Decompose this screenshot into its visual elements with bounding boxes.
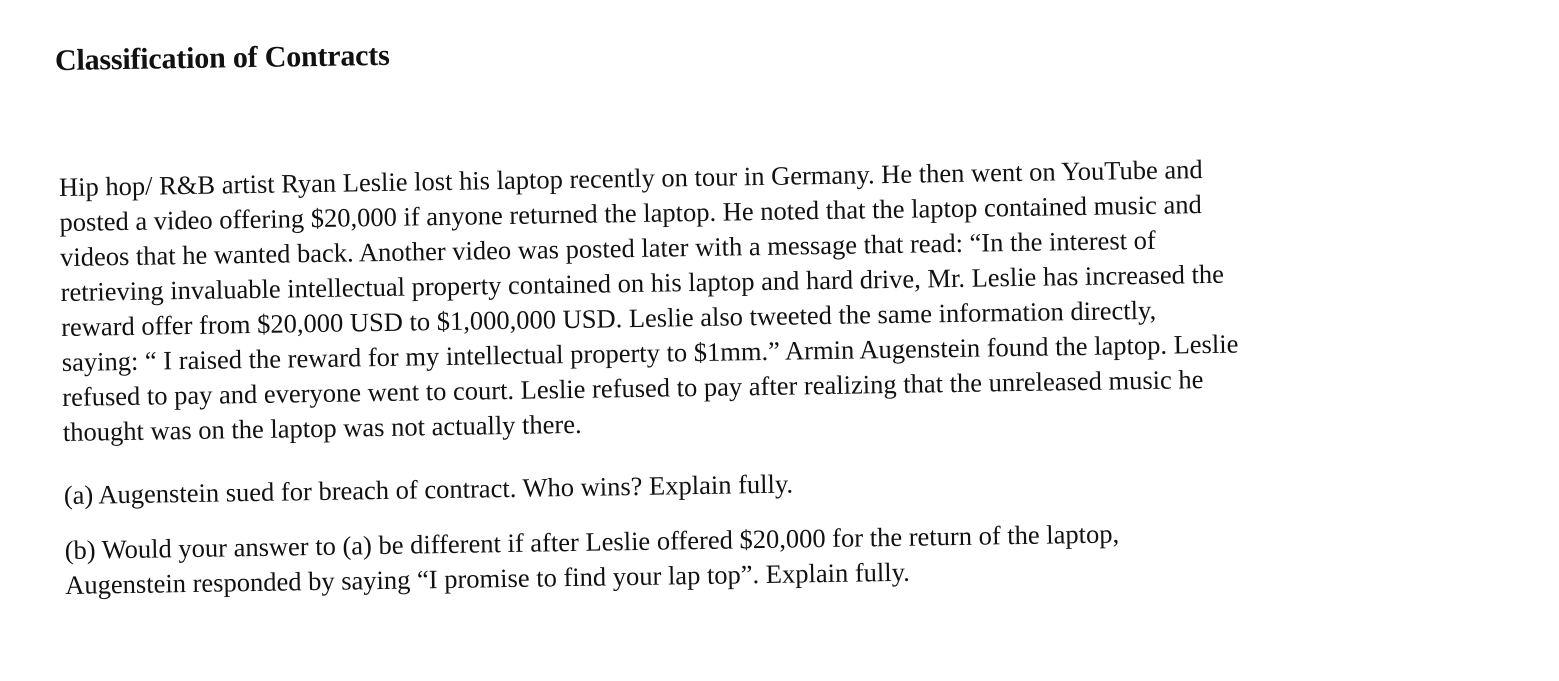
paragraph-line: reward offer from $20,000 USD to $1,000,000 USD. Leslie also tweeted the same information directly, — [60, 294, 1157, 343]
document-heading: Classification of Contracts — [54, 38, 390, 78]
paragraph-line: posted a video offering $20,000 if anyone returned the laptop. He noted that the laptop contained music and — [59, 189, 1203, 238]
paragraph-line: Hip hop/ R&B artist Ryan Leslie lost his laptop recently on tour in Germany. He then went on YouTube and — [58, 154, 1203, 203]
question-b-line: (b) Would your answer to (a) be different if after Leslie offered $20,000 for the return of the laptop, — [64, 518, 1120, 565]
paragraph-line: thought was on the laptop was not actually there. — [62, 408, 582, 447]
paragraph-line: videos that he wanted back. Another video was posted later with a message that read: “In the interest of — [59, 224, 1156, 273]
paragraph-line: saying: “ I raised the reward for my intellectual property to $1mm.” Armin Augenstein found the laptop. Leslie — [61, 328, 1239, 378]
paragraph-line: retrieving invaluable intellectual property contained on his laptop and hard drive, Mr. Leslie has increased the — [60, 258, 1225, 308]
question-b-line: Augenstein responded by saying “I promise to find your lap top”. Explain fully. — [65, 556, 911, 600]
question-a: (a) Augenstein sued for breach of contract. Who wins? Explain fully. — [63, 468, 794, 510]
paragraph-line: refused to pay and everyone went to court. Leslie refused to pay after realizing that the unreleased music he — [62, 364, 1204, 413]
